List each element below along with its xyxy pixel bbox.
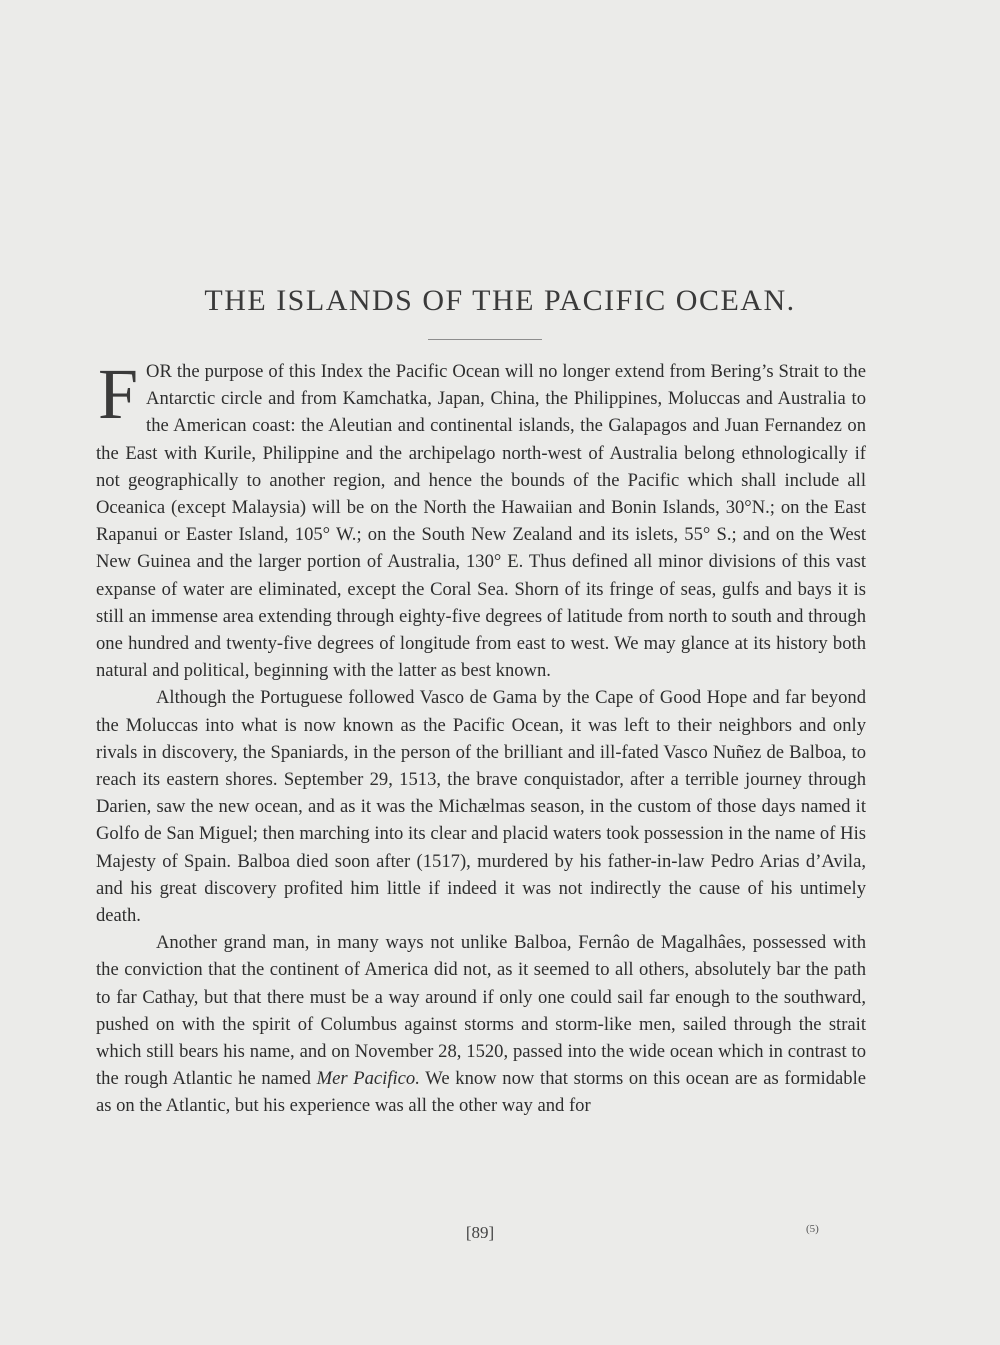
paragraph-1 [96, 354, 866, 684]
paragraph-3 [96, 929, 866, 1119]
page-title: THE ISLANDS OF THE PACIFIC OCEAN. [204, 284, 796, 317]
body-text [96, 354, 866, 1120]
paragraph-3-italic: Mer Pacifico. [316, 1068, 420, 1090]
signature-mark: (5) [806, 1223, 819, 1235]
paragraph-3-text-a: Another grand man, in many ways not unlike Balboa, Fernâo de Magalhâes, possessed with the conviction that the continent of America did not, as it seemed to all others, absolutely bar the path to far Cathay, but that there must be a way around if only one could sail far enough to the southward, pushed on with the spirit of Columbus against storms and storm-like men, sailed through the strait which still bears his name, and on November 28, 1520, passed into the wide ocean which in contrast to the rough Atlantic he named [96, 932, 866, 1090]
title-rule [428, 339, 542, 340]
page-number: [89] [465, 1223, 495, 1242]
paragraph-1-text: OR the purpose of this Index the Pacific Ocean will no longer extend from Bering’s Strait to the Antarctic circle and from Kamchatka, Japan, China, the Philippines, Moluccas and Australia to the American coast: the Aleutian and continental islands, the Galapagos and Juan Fernandez on the East with Kurile, Philippine and the archipelago north-west of Australia belong ethnologically if not geographically to another region, and hence the bounds of the Pacific which shall include all Oceanica (except Malaysia) will be on the North the Hawaiian and Bonin Islands, 30°N.; on the East Rapanui or Easter Island, 105° W.; on the South New Zealand and its islets, 55° S.; and on the West New Guinea and the larger portion of Australia, 130° E. Thus defined all minor divisions of this vast expanse of water are eliminated, except the Coral Sea. Shorn of its fringe of seas, gulfs and bays it is still an immense area extending through eighty-five degrees of latitude from north to south and through one hundred and twenty-five degrees of longitude from east to west. We may glance at its history both natural and political, beginning with the latter as best known. [96, 361, 866, 682]
paragraph-3-text-b: We know now that storms on this ocean are as formidable as on the Atlantic, but his experience was all the other way and for [96, 1068, 866, 1117]
paragraph-2: Although the Portuguese followed Vasco de Gama by the Cape of Good Hope and far beyond the Moluccas into what is now known as the Pacific Ocean, it was left to their neighbors and only rivals in discovery, the Spaniards, in the person of the brilliant and ill-fated Vasco Nuñez de Balboa, to reach its eastern shores. September 29, 1513, the brave conquistador, after a terrible journey through Darien, saw the new ocean, and as it was the Michælmas season, in the custom of those days named it Golfo de San Miguel; then marching into its clear and placid waters took possession in the name of His Majesty of Spain. Balboa died soon after (1517), murdered by his father-in-law Pedro Arias d’Avila, and his great discovery profited him little if indeed it was not indirectly the cause of his untimely death. [96, 687, 866, 927]
drop-cap: F [98, 354, 139, 434]
